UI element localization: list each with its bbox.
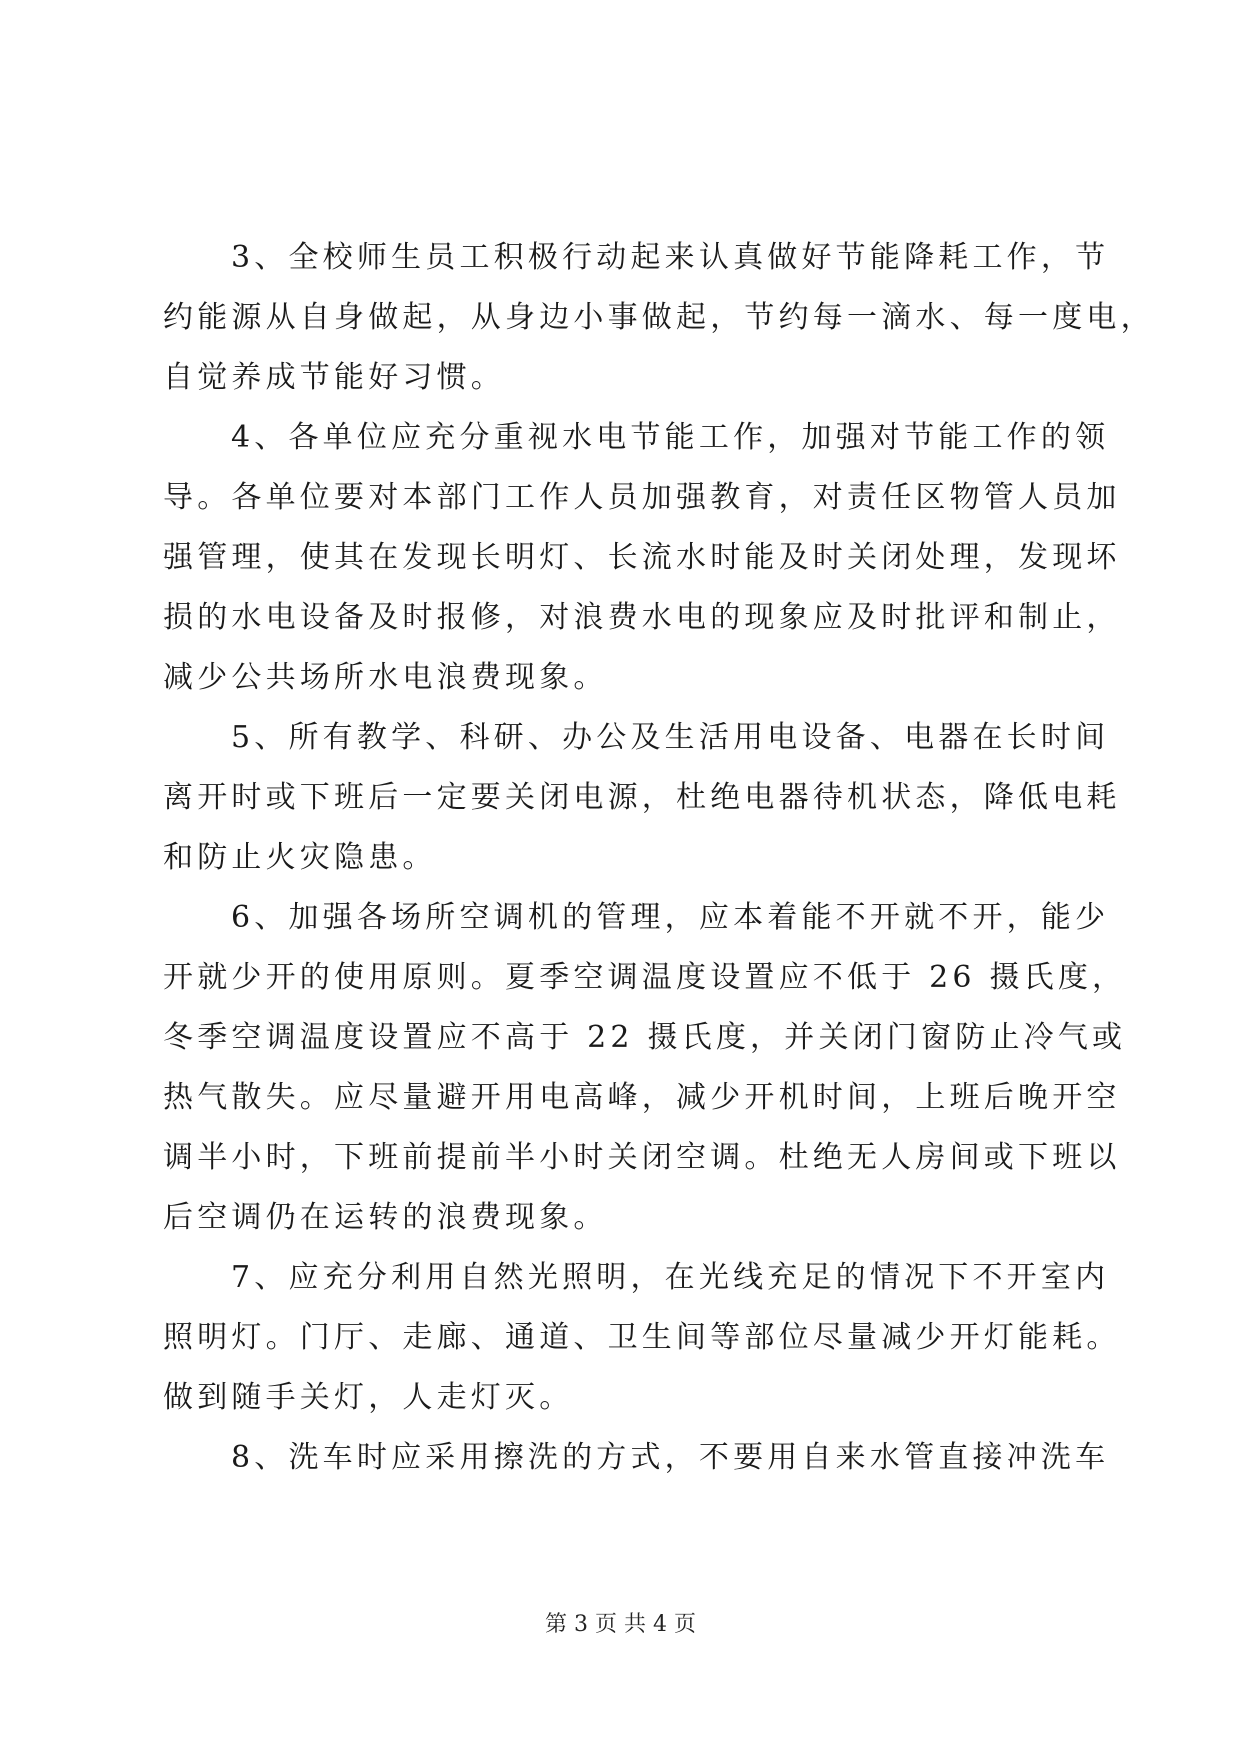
- text-line: 照明灯。门厅、走廊、通道、卫生间等部位尽量减少开灯能耗。: [163, 1320, 1121, 1355]
- text-line: 6、加强各场所空调机的管理，应本着能不开就不开，能少: [231, 900, 1110, 935]
- text-line: 冬季空调温度设置应不高于 22 摄氏度，并关闭门窗防止冷气或: [163, 1020, 1127, 1055]
- text-line: 8、洗车时应采用擦洗的方式，不要用自来水管直接冲洗车: [231, 1440, 1110, 1475]
- text-line: 约能源从自身做起，从身边小事做起，节约每一滴水、每一度电，: [163, 300, 1155, 335]
- text-line: 后空调仍在运转的浪费现象。: [163, 1200, 608, 1235]
- text-line: 强管理，使其在发现长明灯、长流水时能及时关闭处理，发现坏: [163, 540, 1121, 575]
- text-line: 7、应充分利用自然光照明，在光线充足的情况下不开室内: [231, 1260, 1110, 1295]
- text-line: 5、所有教学、科研、办公及生活用电设备、电器在长时间: [231, 720, 1110, 755]
- paragraph-3: [163, 228, 1155, 408]
- text-line: 和防止火灾隐患。: [163, 840, 437, 875]
- document-body: [163, 228, 1155, 1488]
- page-footer: 第 3 页 共 4 页: [545, 1612, 696, 1637]
- text-line: 3、全校师生员工积极行动起来认真做好节能降耗工作，节: [231, 240, 1110, 275]
- text-line: 调半小时，下班前提前半小时关闭空调。杜绝无人房间或下班以: [163, 1140, 1121, 1175]
- text-line: 做到随手关灯，人走灯灭。: [163, 1380, 574, 1415]
- text-line: 4、各单位应充分重视水电节能工作，加强对节能工作的领: [231, 420, 1110, 455]
- paragraph-8: [163, 1428, 1110, 1488]
- paragraph-4: [163, 408, 1121, 708]
- text-line: 导。各单位要对本部门工作人员加强教育，对责任区物管人员加: [163, 480, 1121, 515]
- text-line: 离开时或下班后一定要关闭电源，杜绝电器待机状态，降低电耗: [163, 780, 1121, 815]
- paragraph-6: [163, 888, 1127, 1248]
- text-line: 开就少开的使用原则。夏季空调温度设置应不低于 26 摄氏度，: [163, 960, 1127, 995]
- paragraph-7: [163, 1248, 1121, 1428]
- paragraph-5: [163, 708, 1121, 888]
- text-line: 减少公共场所水电浪费现象。: [163, 660, 608, 695]
- text-line: 损的水电设备及时报修，对浪费水电的现象应及时批评和制止，: [163, 600, 1121, 635]
- text-line: 自觉养成节能好习惯。: [163, 360, 505, 395]
- text-line: 热气散失。应尽量避开用电高峰，减少开机时间，上班后晚开空: [163, 1080, 1121, 1115]
